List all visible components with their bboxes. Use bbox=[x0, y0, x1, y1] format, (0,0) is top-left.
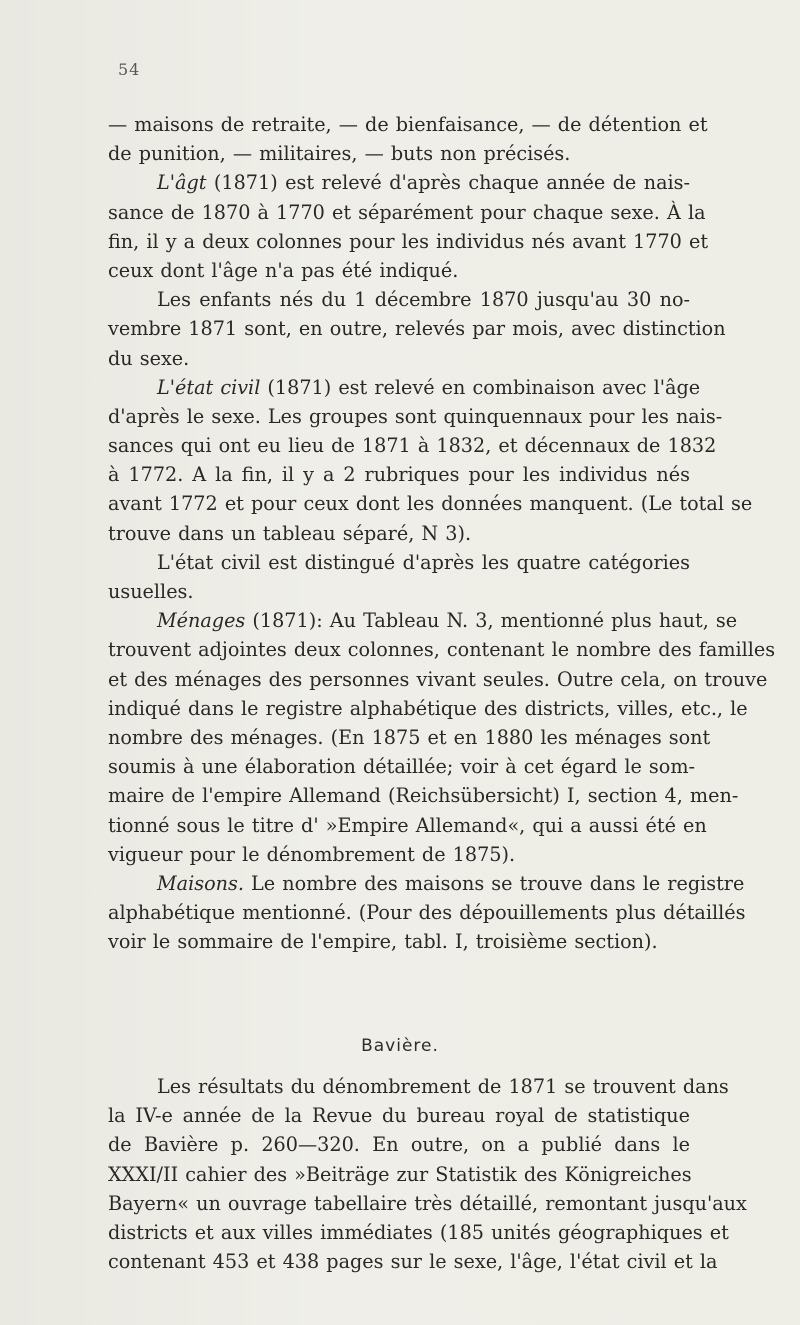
text-line: ceux dont l'âge n'a pas été indiqué. bbox=[108, 258, 459, 282]
text-line: voir le sommaire de l'empire, tabl. I, troisième section). bbox=[108, 930, 658, 954]
section-term: L'âgt bbox=[157, 171, 207, 195]
section-term: Ménages bbox=[157, 609, 246, 633]
text-line: Les enfants nés du 1 décembre 1870 jusqu'au 30 no- bbox=[157, 288, 690, 312]
section-term: L'état civil bbox=[157, 375, 261, 399]
text-line: maire de l'empire Allemand (Reichsübersicht) I, section 4, men- bbox=[108, 784, 739, 808]
text-line bbox=[108, 168, 690, 197]
text-line bbox=[108, 373, 701, 402]
text-line: la IV-e année de la Revue du bureau royal de statistique bbox=[108, 1104, 690, 1128]
section-body bbox=[108, 1072, 747, 1276]
text-run: (1871) est relevé d'après chaque année de nais- bbox=[206, 171, 690, 195]
text-line: avant 1772 et pour ceux dont les données manquent. (Le total se bbox=[108, 492, 753, 516]
text-line: trouvent adjointes deux colonnes, contenant le nombre des familles bbox=[108, 638, 776, 662]
text-line: sance de 1870 à 1770 et séparément pour chaque sexe. À la bbox=[108, 200, 706, 224]
text-line: usuelles. bbox=[108, 580, 194, 603]
text-line: — maisons de retraite, — de bienfaisance, — de détention et bbox=[108, 113, 708, 136]
text-line: alphabétique mentionné. (Pour des dépouillements plus détaillés bbox=[108, 901, 746, 925]
text-run: (1871): Au Tableau N. 3, mentionné plus haut, se bbox=[245, 609, 738, 633]
text-run: (1871) est relevé en combinaison avec l'âge bbox=[260, 375, 701, 399]
text-line: tionné sous le titre d' »Empire Allemand«, qui a aussi été en bbox=[108, 813, 707, 837]
text-line: indiqué dans le registre alphabétique des districts, villes, etc., le bbox=[108, 696, 748, 720]
text-line: du sexe. bbox=[108, 346, 190, 370]
text-line: L'état civil est distingué d'après les quatre catégories bbox=[157, 550, 690, 574]
text-line: sances qui ont eu lieu de 1871 à 1832, et décennaux de 1832 bbox=[108, 434, 717, 458]
text-line: fin, il y a deux colonnes pour les individus nés avant 1770 et bbox=[108, 229, 709, 253]
text-line: districts et aux villes immédiates (185 unités géographiques et bbox=[108, 1220, 729, 1244]
text-line: et des ménages des personnes vivant seules. Outre cela, on trouve bbox=[108, 667, 768, 691]
text-line: nombre des ménages. (En 1875 et en 1880 les ménages sont bbox=[108, 725, 711, 749]
page-number: 54 bbox=[118, 60, 141, 79]
section-term: Maisons. bbox=[157, 871, 244, 895]
text-line: XXXI/II cahier des »Beiträge zur Statistik des Königreiches bbox=[108, 1162, 692, 1186]
text-line bbox=[108, 869, 745, 898]
body-text bbox=[108, 110, 776, 956]
text-line: Les résultats du dénombrement de 1871 se trouvent dans bbox=[157, 1075, 729, 1098]
text-line: soumis à une élaboration détaillée; voir à cet égard le som- bbox=[108, 755, 695, 779]
text-line: à 1772. A la fin, il y a 2 rubriques pour les individus nés bbox=[108, 463, 690, 487]
text-line: vembre 1871 sont, en outre, relevés par mois, avec distinction bbox=[108, 317, 726, 341]
text-line: trouve dans un tableau séparé, N 3). bbox=[108, 521, 472, 545]
text-line bbox=[108, 606, 738, 635]
text-line: de punition, — militaires, — buts non précisés. bbox=[108, 142, 571, 166]
text-line: contenant 453 et 438 pages sur le sexe, l'âge, l'état civil et la bbox=[108, 1250, 718, 1274]
text-line: vigueur pour le dénombrement de 1875). bbox=[108, 842, 516, 866]
text-line: d'après le sexe. Les groupes sont quinquennaux pour les nais- bbox=[108, 404, 723, 428]
section-heading: Bavière. bbox=[361, 1036, 439, 1056]
text-line: Bayern« un ouvrage tabellaire très détaillé, remontant jusqu'aux bbox=[108, 1191, 747, 1215]
text-run: Le nombre des maisons se trouve dans le registre bbox=[243, 871, 745, 895]
text-line: de Bavière p. 260—320. En outre, on a publié dans le bbox=[108, 1133, 690, 1157]
